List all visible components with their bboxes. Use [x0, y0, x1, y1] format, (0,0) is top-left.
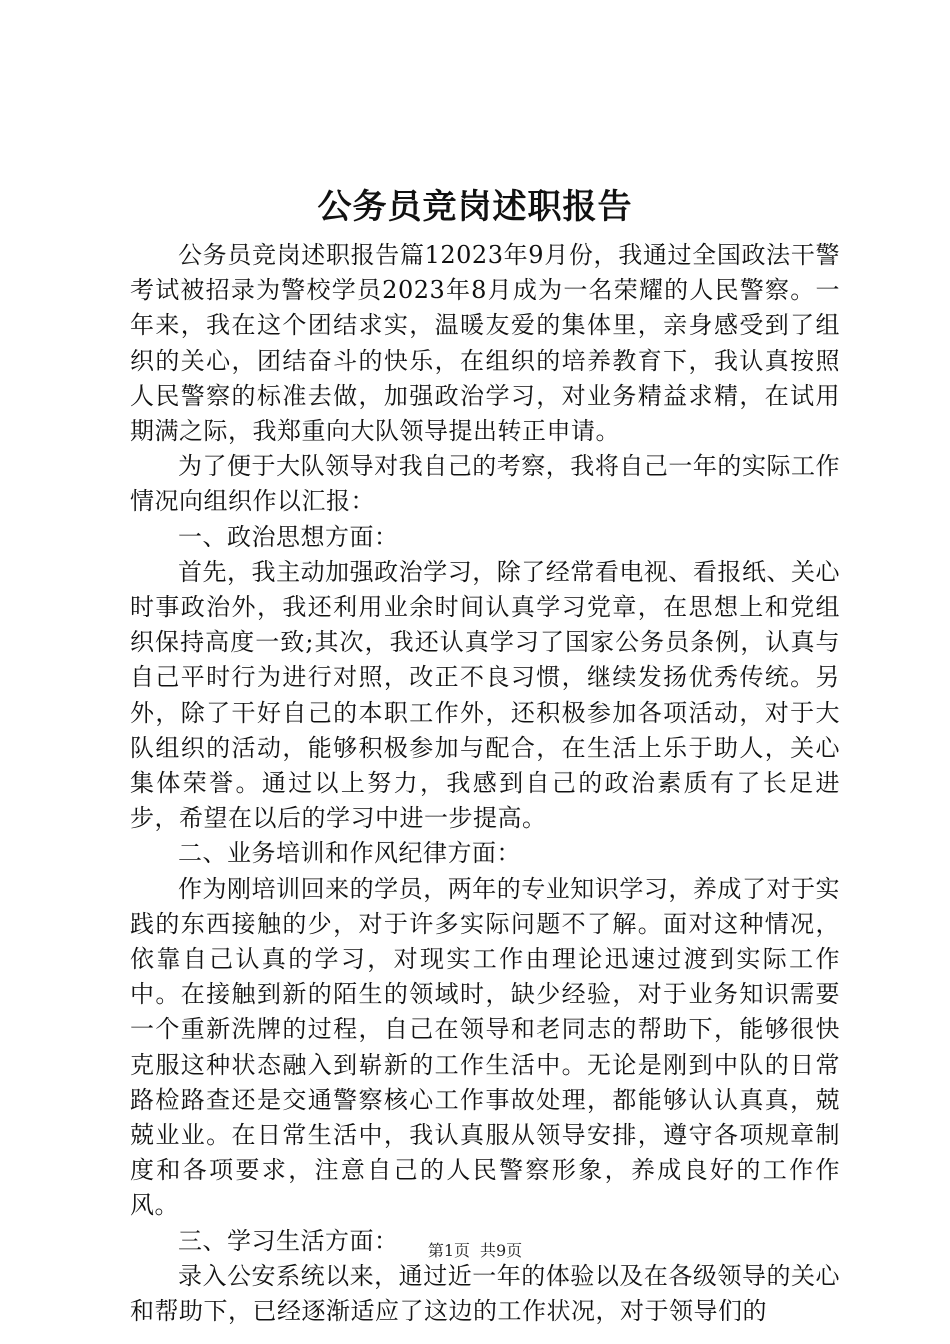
section-heading-study-life: 三、学习生活方面：	[178, 1226, 399, 1255]
paragraph-intro: 公务员竞岗述职报告篇12023年9月份，我通过全国政法干警考试被招录为警校学员2023年8月成为一名荣耀的人民警察。一年来，我在这个团结求实，温暖友爱的集体里，亲身感受到了组织的关心，团结奋斗的快乐，在组织的培养教育下，我认真按照人民警察的标准去做，加强政治学习，对业务精益求精，在试用期满之际，我郑重向大队领导提出转正申请。	[130, 241, 840, 446]
document-body	[130, 238, 840, 1329]
paragraph-study-life: 录入公安系统以来，通过近一年的体验以及在各级领导的关心和帮助下，已经逐渐适应了这边的工作状况，对于领导们的	[130, 1261, 840, 1326]
page-number-current: 第1页	[427, 1241, 470, 1260]
document-title: 公务员竞岗述职报告	[317, 187, 633, 227]
section-heading-business: 二、业务培训和作风纪律方面：	[178, 839, 521, 868]
section-heading-political: 一、政治思想方面：	[178, 522, 399, 551]
paragraph-report-purpose: 为了便于大队领导对我自己的考察，我将自己一年的实际工作情况向组织作以汇报：	[130, 452, 840, 516]
paragraph-business: 作为刚培训回来的学员，两年的专业知识学习，养成了对于实践的东西接触的少，对于许多实际问题不了解。面对这种情况，依靠自己认真的学习，对现实工作由理论迅速过渡到实际工作中。在接触到新的陌生的领域时，缺少经验，对于业务知识需要一个重新洗牌的过程，自己在领导和老同志的帮助下，能够很快克服这种状态融入到崭新的工作生活中。无论是刚到中队的日常路检路查还是交通警察核心工作事故处理，都能够认认真真，兢兢业业。在日常生活中，我认真服从领导安排，遵守各项规章制度和各项要求，注意自己的人民警察形象，养成良好的工作作风。	[130, 874, 840, 1220]
paragraph-political: 首先，我主动加强政治学习，除了经常看电视、看报纸、关心时事政治外，我还利用业余时间认真学习党章，在思想上和党组织保持高度一致;其次，我还认真学习了国家公务员条例，认真与自己平时行为进行对照，改正不良习惯，继续发扬优秀传统。另外，除了干好自己的本职工作外，还积极参加各项活动，对于大队组织的活动，能够积极参加与配合，在生活上乐于助人，关心集体荣誉。通过以上努力，我感到自己的政治素质有了长足进步，希望在以后的学习中进一步提高。	[130, 557, 840, 833]
page-number-total: 共9页	[480, 1241, 523, 1260]
page-footer	[0, 1240, 950, 1262]
